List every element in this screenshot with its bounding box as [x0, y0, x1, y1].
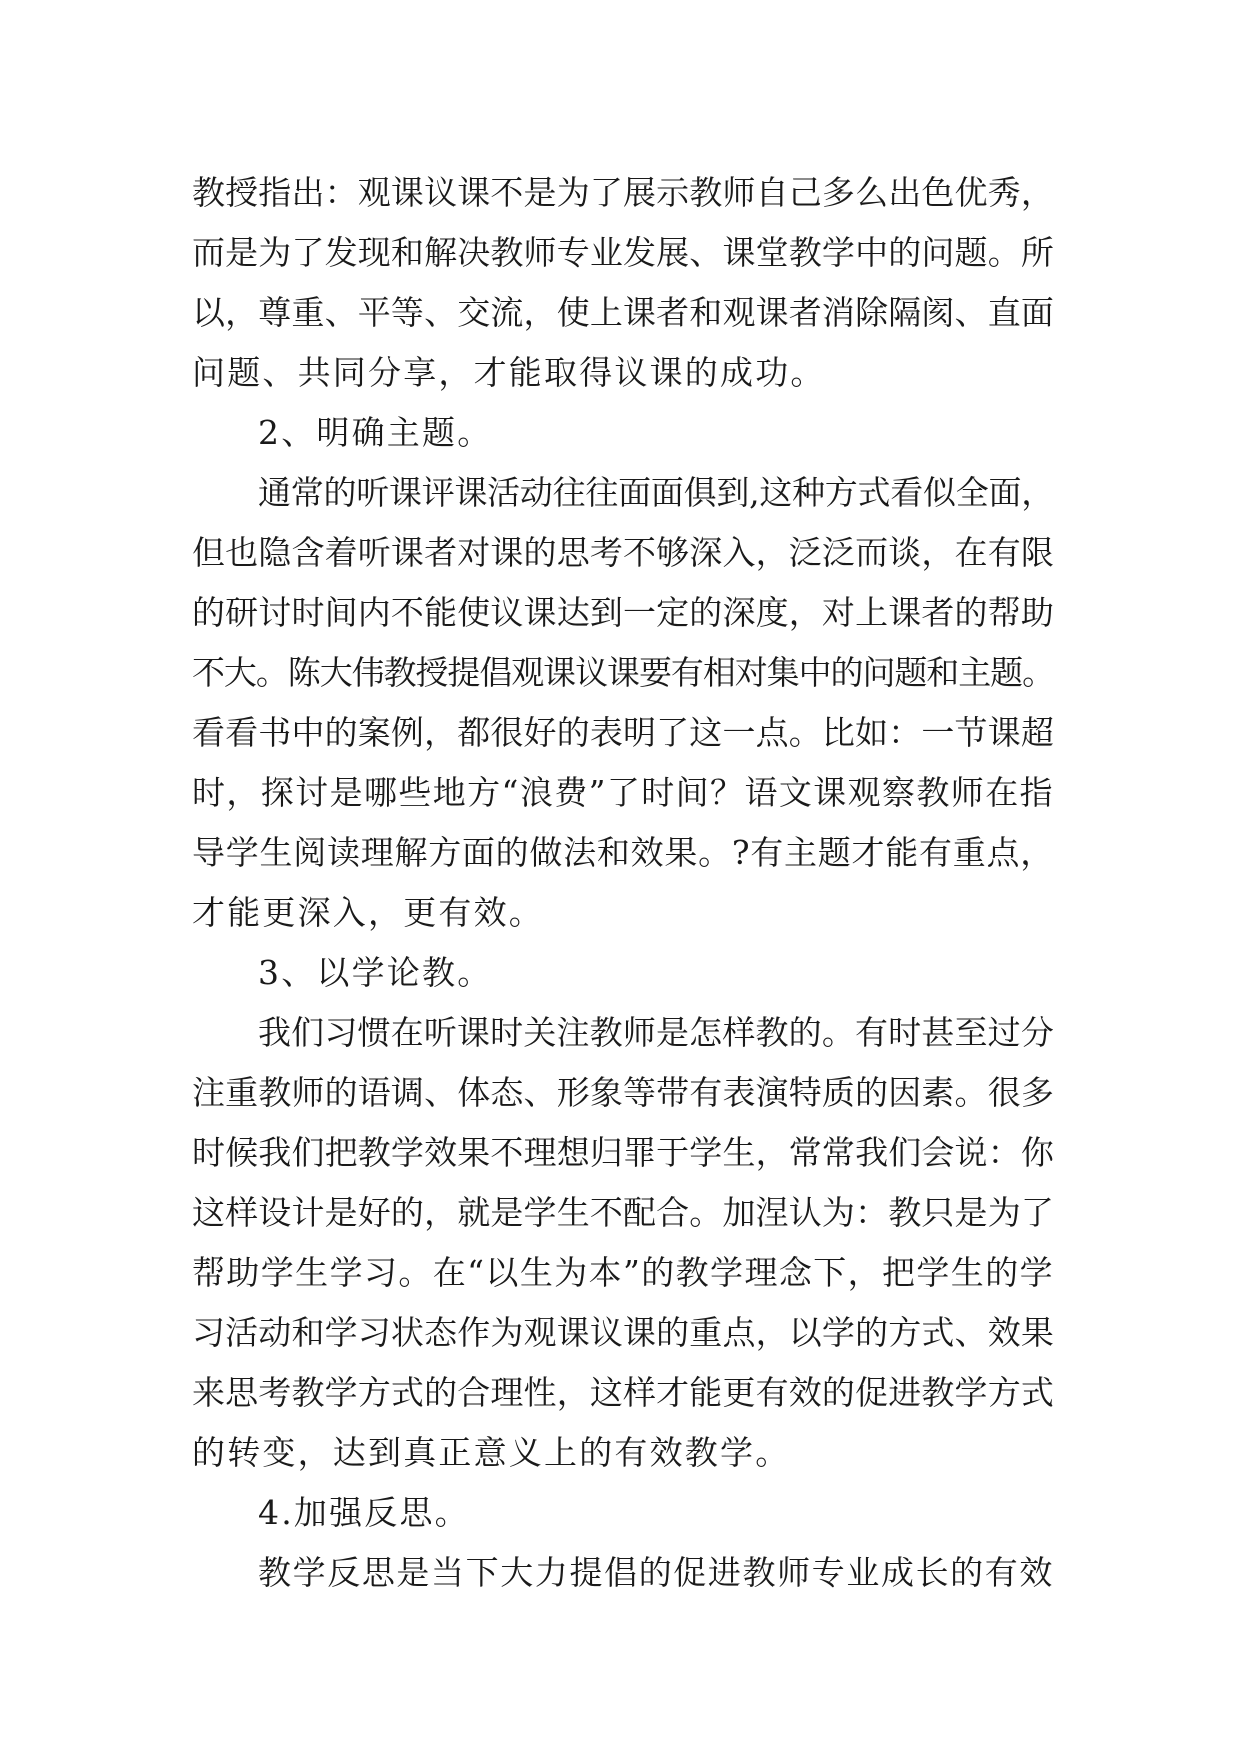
text-line: 时，探讨是哪些地方“浪费”了时间？语文课观察教师在指	[192, 773, 1054, 812]
text-line: 导学生阅读理解方面的做法和效果。?有主题才能有重点，	[192, 833, 1054, 872]
text-line: 以，尊重、平等、交流，使上课者和观课者消除隔阂、直面	[192, 293, 1054, 332]
text-line: 4.加强反思。	[258, 1493, 470, 1532]
text-line: 才能更深入，更有效。	[192, 893, 544, 932]
text-line: 来思考教学方式的合理性，这样才能更有效的促进教学方式	[192, 1373, 1054, 1412]
text-line: 时候我们把教学效果不理想归罪于学生，常常我们会说：你	[192, 1133, 1054, 1172]
text-line: 通常的听课评课活动往往面面俱到,这种方式看似全面，	[258, 473, 1054, 512]
text-line: 看看书中的案例，都很好的表明了这一点。比如：一节课超	[192, 713, 1054, 752]
text-line: 问题、共同分享，才能取得议课的成功。	[192, 353, 826, 392]
text-line: 我们习惯在听课时关注教师是怎样教的。有时甚至过分	[258, 1013, 1054, 1052]
text-line: 习活动和学习状态作为观课议课的重点，以学的方式、效果	[192, 1313, 1054, 1352]
text-line: 注重教师的语调、体态、形象等带有表演特质的因素。很多	[192, 1073, 1054, 1112]
text-line: 但也隐含着听课者对课的思考不够深入，泛泛而谈，在有限	[192, 533, 1054, 572]
text-line: 这样设计是好的，就是学生不配合。加涅认为：教只是为了	[192, 1193, 1054, 1232]
text-line: 而是为了发现和解决教师专业发展、课堂教学中的问题。所	[192, 233, 1054, 272]
text-line: 2、明确主题。	[258, 413, 493, 452]
text-line: 教学反思是当下大力提倡的促进教师专业成长的有效	[258, 1553, 1054, 1592]
body-text	[192, 163, 1054, 1603]
text-line: 的转变，达到真正意义上的有效教学。	[192, 1433, 791, 1472]
text-line: 的研讨时间内不能使议课达到一定的深度，对上课者的帮助	[192, 593, 1054, 632]
text-line: 帮助学生学习。在“以生为本”的教学理念下，把学生的学	[192, 1253, 1054, 1292]
text-line: 教授指出：观课议课不是为了展示教师自己多么出色优秀，	[192, 173, 1054, 212]
text-line: 不大。陈大伟教授提倡观课议课要有相对集中的问题和主题。	[192, 653, 1055, 692]
text-line: 3、以学论教。	[258, 953, 493, 992]
